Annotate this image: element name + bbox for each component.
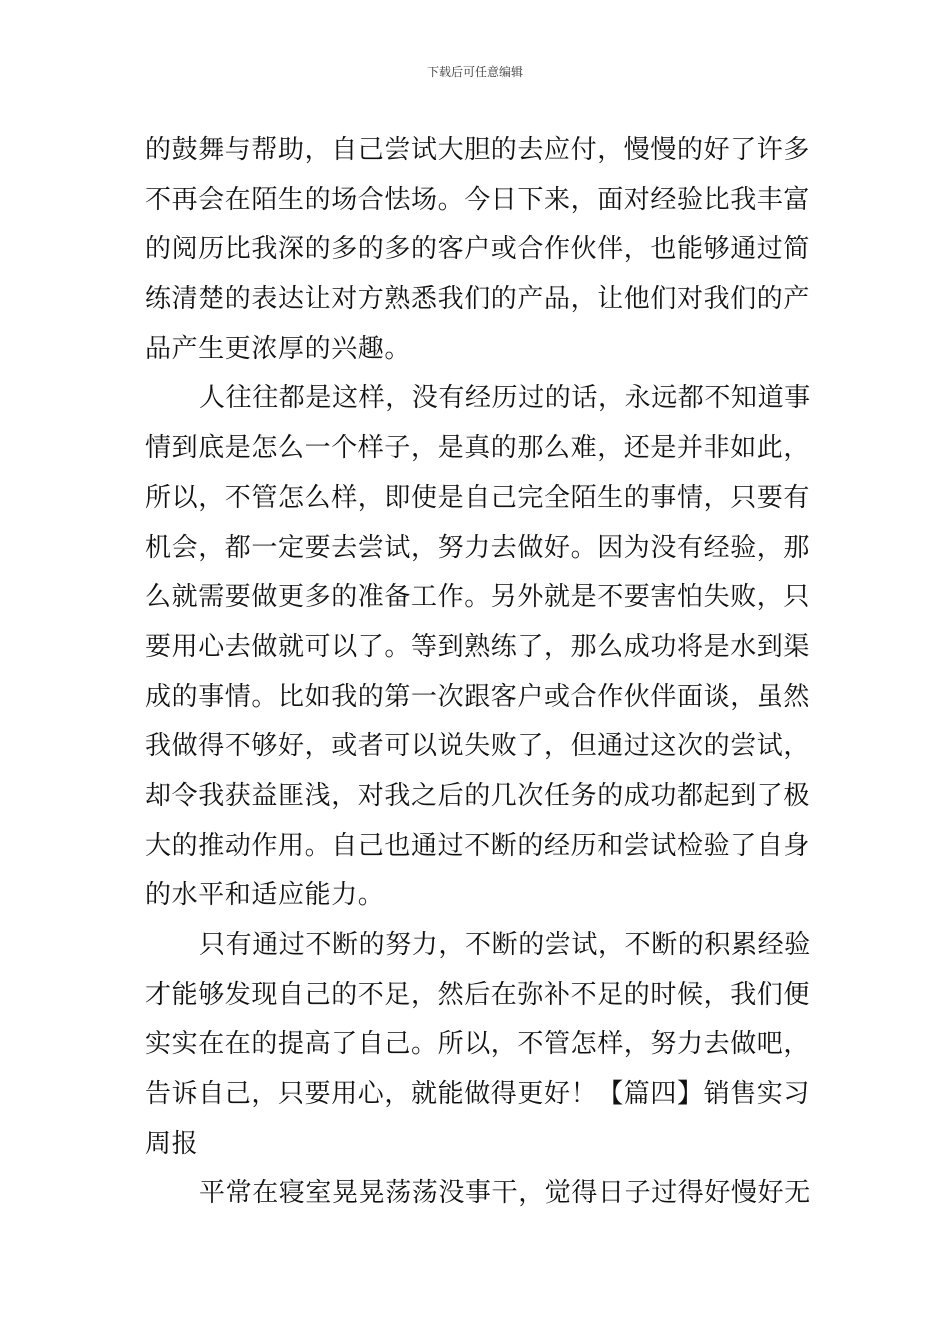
text-line: 只有通过不断的努力，不断的尝试，不断的积累经验 <box>199 930 811 960</box>
text-line: 的阅历比我深的多的多的客户或合作伙伴，也能够通过简 <box>145 234 811 265</box>
text-line: 我做得不够好，或者可以说失败了，但通过这次的尝试， <box>145 731 811 762</box>
text-line: 才能够发现自己的不足，然后在弥补不足的时候，我们便 <box>145 979 811 1010</box>
text-line: 品产生更浓厚的兴趣。 <box>145 333 412 364</box>
text-line: 的水平和适应能力。 <box>145 880 385 911</box>
text-line: 告诉自己，只要用心，就能做得更好！【篇四】销售实习 <box>145 1079 811 1110</box>
text-line: 却令我获益匪浅，对我之后的几次任务的成功都起到了极 <box>145 780 811 811</box>
text-line: 实实在在的提高了自己。所以，不管怎样，努力去做吧， <box>145 1029 811 1060</box>
page-header: 下载后可任意编辑 <box>426 65 523 79</box>
text-line: 人往往都是这样，没有经历过的话，永远都不知道事 <box>199 383 811 414</box>
text-line: 机会，都一定要去尝试，努力去做好。因为没有经验，那 <box>145 532 811 563</box>
text-line: 么就需要做更多的准备工作。另外就是不要害怕失败，只 <box>145 582 811 613</box>
document-body <box>145 126 810 1219</box>
text-line: 大的推动作用。自己也通过不断的经历和尝试检验了自身 <box>145 830 811 861</box>
text-line: 的鼓舞与帮助，自己尝试大胆的去应付，慢慢的好了许多 <box>145 135 811 165</box>
text-line: 平常在寝室晃晃荡荡没事干，觉得日子过得好慢好无 <box>199 1178 811 1209</box>
text-line: 练清楚的表达让对方熟悉我们的产品，让他们对我们的产 <box>145 284 811 315</box>
text-line: 周报 <box>145 1128 199 1159</box>
text-line: 不再会在陌生的场合怯场。今日下来，面对经验比我丰富 <box>145 184 811 215</box>
text-line: 要用心去做就可以了。等到熟练了，那么成功将是水到渠 <box>145 631 811 662</box>
text-line: 成的事情。比如我的第一次跟客户或合作伙伴面谈，虽然 <box>145 681 811 712</box>
text-line: 所以，不管怎么样，即使是自己完全陌生的事情，只要有 <box>145 482 811 513</box>
text-line: 情到底是怎么一个样子，是真的那么难，还是并非如此， <box>145 433 811 464</box>
